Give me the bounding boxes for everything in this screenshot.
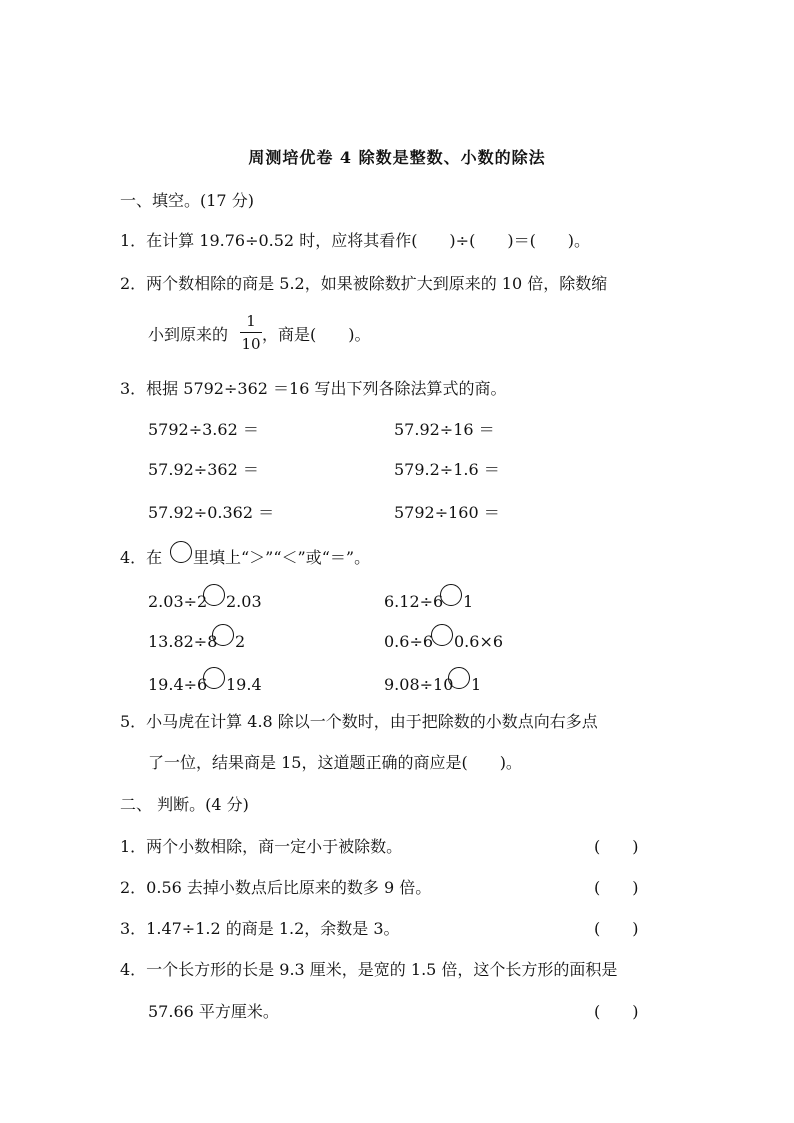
compare-circle-icon[interactable] <box>431 624 453 646</box>
q4-item-3-left: 13.82÷8 <box>148 632 218 651</box>
q4-item-2-left: 6.12÷6 <box>384 592 444 611</box>
q3-item-2: 57.92÷16 ＝ <box>394 420 495 439</box>
question-3: 3．根据 5792÷362 ＝16 写出下列各除法算式的商。 <box>120 379 507 398</box>
q4-item-3-right: 2 <box>235 632 246 651</box>
q3-item-5: 57.92÷0.362 ＝ <box>148 503 275 522</box>
question-2-line1: 2．两个数相除的商是 5.2，如果被除数扩大到原来的 10 倍，除数缩 <box>120 274 608 293</box>
judge-answer-3[interactable]: ( ) <box>594 919 639 938</box>
q3-item-6: 5792÷160 ＝ <box>394 503 500 522</box>
compare-circle-icon[interactable] <box>203 667 225 689</box>
fraction-numerator: 1 <box>246 312 256 330</box>
judge-item-4-line2: 57.66 平方厘米。 <box>148 1002 279 1021</box>
question-1: 1．在计算 19.76÷0.52 时，应将其看作( )÷( )＝( )。 <box>120 231 591 250</box>
answer-circle-icon[interactable] <box>170 541 192 563</box>
q4-item-4-right: 0.6×6 <box>454 632 504 651</box>
q3-item-3: 57.92÷362 ＝ <box>148 460 259 479</box>
q4-item-6-right: 1 <box>471 675 482 694</box>
fraction-denominator: 10 <box>241 335 261 353</box>
judge-answer-1[interactable]: ( ) <box>594 837 639 856</box>
q3-item-4: 579.2÷1.6 ＝ <box>394 460 500 479</box>
question-2-line2-pre: 小到原来的 <box>148 325 229 344</box>
compare-circle-icon[interactable] <box>440 584 462 606</box>
section2-heading: 二、 判断。(4 分) <box>120 795 249 814</box>
q3-item-1: 5792÷3.62 ＝ <box>148 420 259 439</box>
question-5-line1: 5．小马虎在计算 4.8 除以一个数时，由于把除数的小数点向右多点 <box>120 712 598 731</box>
question-5-line2: 了一位，结果商是 15，这道题正确的商应是( )。 <box>148 753 522 772</box>
q4-item-1-right: 2.03 <box>226 592 262 611</box>
judge-item-4-line1: 4．一个长方形的长是 9.3 厘米，是宽的 1.5 倍，这个长方形的面积是 <box>120 960 618 979</box>
q4-item-6-left: 9.08÷10 <box>384 675 454 694</box>
q4-item-4-left: 0.6÷6 <box>384 632 434 651</box>
judge-item-2: 2．0.56 去掉小数点后比原来的数多 9 倍。 <box>120 878 432 897</box>
q4-item-2-right: 1 <box>463 592 474 611</box>
fraction-one-tenth <box>240 314 262 352</box>
judge-item-1: 1．两个小数相除，商一定小于被除数。 <box>120 837 403 856</box>
page-title: 周测培优卷 4 除数是整数、小数的除法 <box>248 148 546 167</box>
section1-heading: 一、填空。(17 分) <box>120 191 254 210</box>
q4-item-5-left: 19.4÷6 <box>148 675 208 694</box>
question-4-pre: 4．在 <box>120 548 163 567</box>
fraction-bar <box>240 332 262 333</box>
compare-circle-icon[interactable] <box>212 624 234 646</box>
judge-item-3: 3．1.47÷1.2 的商是 1.2，余数是 3。 <box>120 919 400 938</box>
question-2-line2-post: ，商是( )。 <box>262 325 371 344</box>
compare-circle-icon[interactable] <box>203 584 225 606</box>
compare-circle-icon[interactable] <box>448 667 470 689</box>
question-4-post: 里填上“＞”“＜”或“＝”。 <box>193 548 371 567</box>
q4-item-5-right: 19.4 <box>226 675 262 694</box>
q4-item-1-left: 2.03÷2 <box>148 592 208 611</box>
judge-answer-2[interactable]: ( ) <box>594 878 639 897</box>
judge-answer-4[interactable]: ( ) <box>594 1002 639 1021</box>
